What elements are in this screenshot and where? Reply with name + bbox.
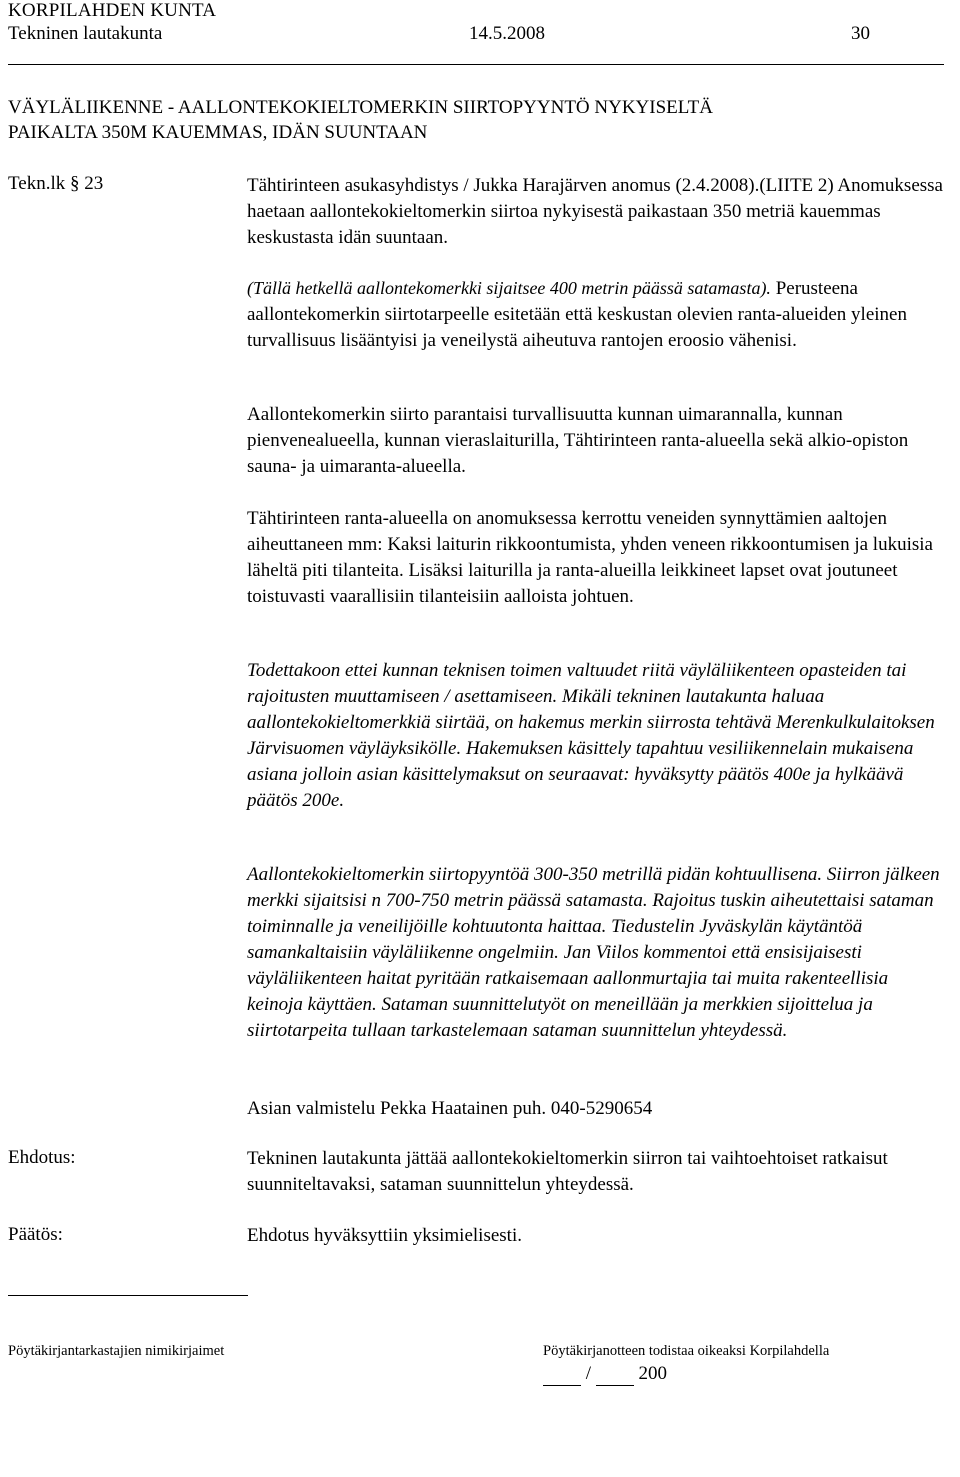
title-line-1: VÄYLÄLIIKENNE - AALLONTEKOKIELTOMERKIN SIIRTOPYYNTÖ NYKYISELTÄ bbox=[8, 97, 713, 118]
board-name: Tekninen lautakunta bbox=[8, 23, 163, 44]
paragraph-authority-note: Todettakoon ettei kunnan teknisen toimen valtuudet riitä väyläliikenteen opasteiden tai rajoitusten muuttamiseen / asettamiseen. Mikäli tekninen lautakunta haluaa aallontekokieltomerkkiä siirtää, on hakemus merkin siirrosta tehtävä Merenkulkulaitoksen Järvisuomen väyläyksikölle. Hakemuksen käsittely tapahtuu vesiliikennelain mukaisena asiana jolloin asian käsittelymaksut on seuraavat: hyväksytty päätös 400e ja hylkäävä päätös 200e. bbox=[247, 660, 935, 811]
paragraph-application: Tähtirinteen asukasyhdistys / Jukka Harajärven anomus (2.4.2008).(LIITE 2) Anomuksessa haetaan aallontekokieltomerkin siirtoa nykyisestä paikastaan 350 metriä kauemmas keskustasta idän suuntaan. bbox=[247, 175, 943, 248]
paragraph-damages: Tähtirinteen ranta-alueella on anomuksessa kerrottu veneiden synnyttämien aaltojen aiheuttaneen mm: Kaksi laiturin rikkoontumista, yhden veneen rikkoontumisen ja lukuisia läheltä piti tilanteita. Lisäksi laiturilla ja ranta-alueilla leikkineet lapset ovat joutuneet toistuvasti vaarallisiin tilanteisiin aalloista johtuen. bbox=[247, 508, 933, 607]
paragraph-safety: Aallontekomerkin siirto parantaisi turvallisuutta kunnan uimarannalla, kunnan pienvenealueella, kunnan vieraslaiturilla, Tähtirinteen ranta-alueella sekä alkio-opiston sauna- ja uimaranta-alueella. bbox=[247, 404, 909, 477]
date-year: 200 bbox=[638, 1363, 668, 1384]
decision-text: Ehdotus hyväksyttiin yksimielisesti. bbox=[247, 1225, 522, 1246]
proposal-label: Ehdotus: bbox=[8, 1147, 76, 1168]
preparer-contact: Asian valmistelu Pekka Haatainen puh. 040-5290654 bbox=[247, 1098, 653, 1119]
proposal-text: Tekninen lautakunta jättää aallontekokieltomerkin siirron tai vaihtoehtoiset ratkaisut suunniteltavaksi, sataman suunnittelun yhteydessä. bbox=[247, 1148, 888, 1195]
footer-certification-label: Pöytäkirjanotteen todistaa oikeaksi Korpilahdella bbox=[543, 1343, 830, 1359]
certification-date-field bbox=[543, 1362, 667, 1386]
page-number: 30 bbox=[851, 23, 870, 44]
day-blank bbox=[543, 1367, 581, 1386]
paragraph-assessment: Aallontekokieltomerkin siirtopyyntöä 300-350 metrillä pidän kohtuullisena. Siirron jälkeen merkki sijaitsisi n 700-750 metrin päässä satamasta. Rajoitus tuskin aiheutettaisi sataman toiminnalle ja veneilijöille kohtuutonta haittaa. Tiedustelin Jyväskylän käytäntöä samankaltaisiin väyläliikenne ongelmiin. Jan Viilos kommentoi että ensisijaisesti väyläliikenteen haitat pyritään ratkaisemaan aallonmurtajia tai muita rakenteellisia keinoja käyttäen. Sataman suunnittelutyöt on meneillään ja merkkien sijoittelua ja siirtotarpeita tullaan tarkastelemaan sataman suunnittelun yhteydessä. bbox=[247, 864, 940, 1041]
justification-text: Perusteena aallontekomerkin siirtotarpeelle esitetään että keskustan olevien ranta-alueiden yleinen turvallisuus lisääntyisi ja veneilystä aiheutuva rantojen eroosio vähenisi. bbox=[247, 278, 907, 351]
decision-label: Päätös: bbox=[8, 1224, 63, 1245]
paragraph-justification bbox=[247, 276, 947, 354]
section-reference: Tekn.lk § 23 bbox=[8, 173, 104, 194]
header-divider bbox=[8, 64, 944, 65]
footer-initials-label: Pöytäkirjantarkastajien nimikirjaimet bbox=[8, 1343, 225, 1359]
footer-divider bbox=[8, 1295, 248, 1296]
title-line-2: PAIKALTA 350M KAUEMMAS, IDÄN SUUNTAAN bbox=[8, 122, 428, 143]
month-blank bbox=[596, 1367, 634, 1386]
meeting-date: 14.5.2008 bbox=[469, 23, 545, 44]
current-location-note: (Tällä hetkellä aallontekomerkki sijaitsee 400 metrin päässä satamasta). bbox=[247, 278, 771, 298]
document-title bbox=[8, 95, 948, 145]
date-separator: / bbox=[585, 1363, 592, 1384]
organization-name: KORPILAHDEN KUNTA bbox=[8, 0, 217, 21]
